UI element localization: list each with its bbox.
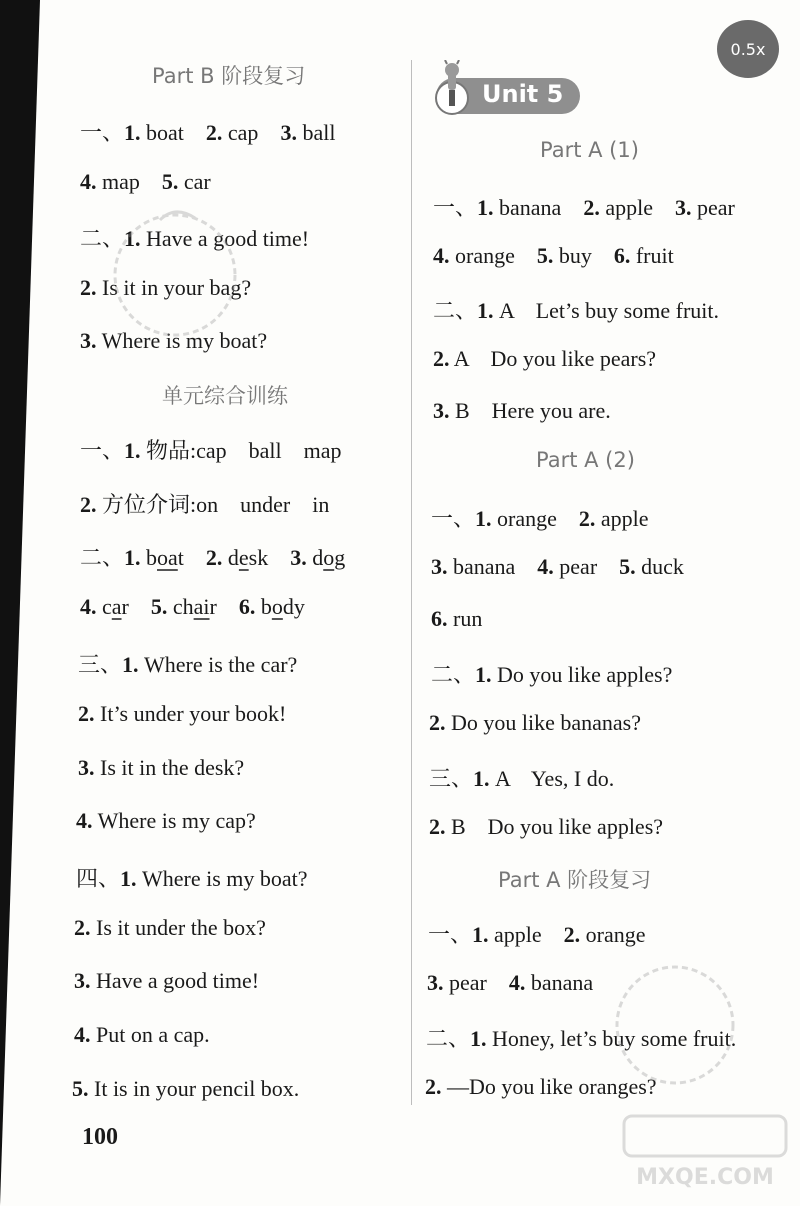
heading-part-a-review: Part A 阶段复习: [498, 868, 652, 892]
answer-line: 二、1. Have a good time!: [80, 226, 310, 251]
answer-line: 二、1. Honey, let’s buy some fruit.: [426, 1026, 737, 1051]
column-divider: [411, 60, 412, 1105]
answer-line: 3. Have a good time!: [74, 968, 260, 993]
zoom-level-button[interactable]: 0.5x: [717, 20, 779, 78]
answer-line: 2. It’s under your book!: [78, 701, 287, 726]
answer-line: 3. B Here you are.: [433, 398, 611, 423]
page-shadow-edge: [0, 0, 40, 1206]
answer-line: 4. Where is my cap?: [76, 808, 256, 833]
answer-line: 3. Where is my boat?: [80, 328, 268, 353]
stamp-watermark: [600, 960, 750, 1090]
answer-line: 4. Put on a cap.: [74, 1022, 210, 1047]
answer-line-underlined: 4. car 5. chair 6. body: [80, 594, 305, 619]
answer-line: 三、1. A Yes, I do.: [429, 766, 615, 791]
heading-part-a-2: Part A (2): [536, 448, 635, 472]
answer-line: 3. pear 4. banana: [427, 970, 594, 995]
answer-line: 3. banana 4. pear 5. duck: [431, 554, 684, 579]
stamp-watermark: [100, 200, 250, 350]
answer-line: 2. Is it in your bag?: [80, 275, 252, 300]
heading-part-a-1: Part A (1): [540, 138, 639, 162]
answer-line: 2. A Do you like pears?: [433, 346, 657, 371]
answer-line: 一、1. orange 2. apple: [431, 506, 649, 531]
answer-line: 4. map 5. car: [80, 169, 211, 194]
answer-line: 5. It is in your pencil box.: [72, 1076, 300, 1101]
answer-line: 二、1. Do you like apples?: [431, 662, 673, 687]
answer-line: 四、1. Where is my boat?: [76, 866, 308, 891]
answer-line: 2. B Do you like apples?: [429, 814, 664, 839]
answer-line-underlined: 二、1. boat 2. desk 3. dog: [80, 545, 346, 570]
answer-line: 2. Do you like bananas?: [429, 710, 641, 735]
answer-line: 二、1. A Let’s buy some fruit.: [433, 298, 719, 323]
heading-unit-training: 单元综合训练: [162, 384, 288, 408]
answer-line: 一、1. apple 2. orange: [428, 922, 646, 947]
answer-line: 4. orange 5. buy 6. fruit: [433, 243, 674, 268]
answer-line: 三、1. Where is the car?: [78, 652, 298, 677]
answer-line: 2. 方位介词:on under in: [80, 492, 330, 517]
answer-line: 2. —Do you like oranges?: [425, 1074, 657, 1099]
answer-line: 3. Is it in the desk?: [78, 755, 245, 780]
mxqe-logo-watermark: [620, 1112, 790, 1192]
heading-part-b-review: Part B 阶段复习: [152, 64, 306, 88]
page-number: 100: [82, 1124, 118, 1150]
unit-title: Unit 5: [482, 80, 564, 108]
answer-line: 一、1. boat 2. cap 3. ball: [80, 120, 336, 145]
answer-line: 一、1. 物品:cap ball map: [80, 438, 342, 463]
watermark-text: MXQE.COM: [636, 1165, 774, 1190]
giraffe-icon: [432, 60, 472, 116]
answer-line: 6. run: [431, 606, 483, 631]
answer-line: 一、1. banana 2. apple 3. pear: [433, 195, 735, 220]
answer-line: 2. Is it under the box?: [74, 915, 266, 940]
